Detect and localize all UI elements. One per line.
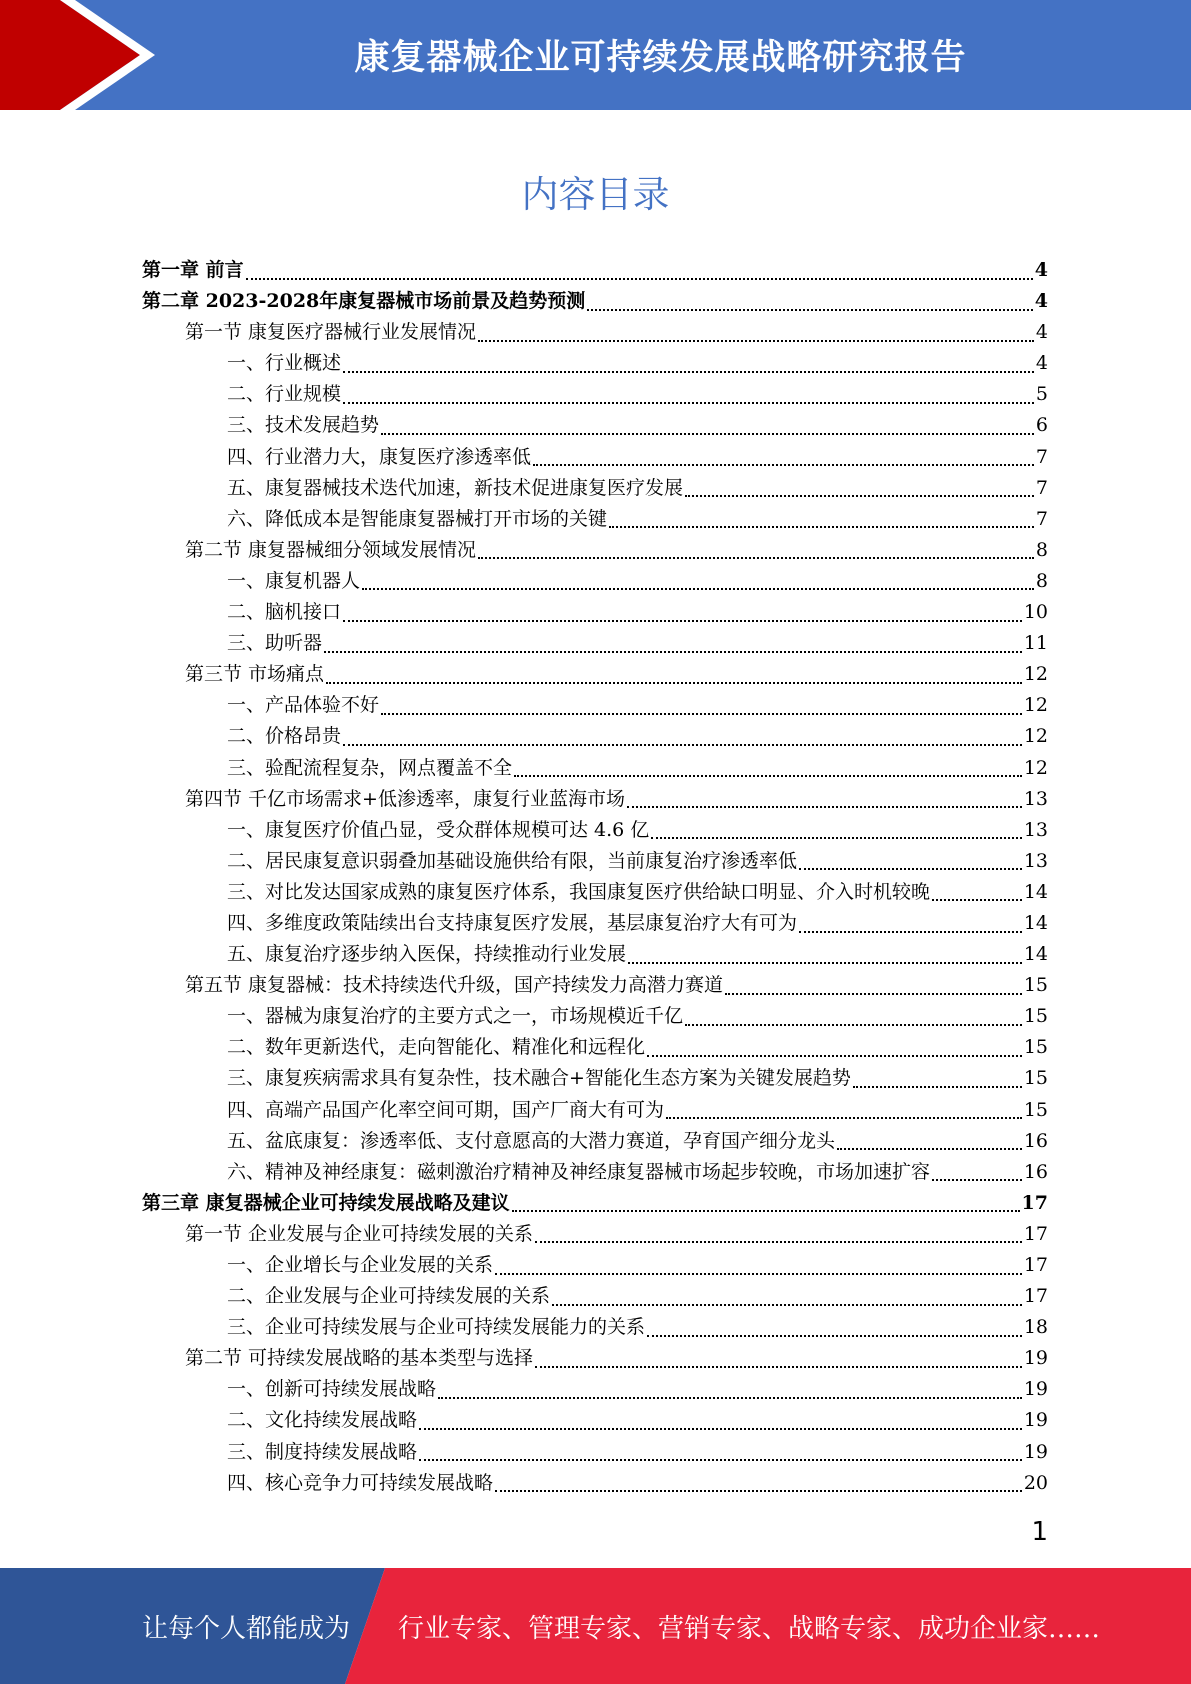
- toc-entry-page: 16: [1023, 1160, 1048, 1183]
- toc-entry-label: 五、盆底康复：渗透率低、支付意愿高的大潜力赛道，孕育国产细分龙头: [227, 1129, 836, 1152]
- toc-leader-dots: [837, 1148, 1022, 1150]
- toc-entry[interactable]: [142, 1281, 1048, 1312]
- toc-entry[interactable]: [142, 1095, 1048, 1126]
- toc-leader-dots: [512, 1210, 1020, 1212]
- toc-entry[interactable]: [142, 566, 1048, 597]
- toc-entry[interactable]: [142, 846, 1048, 877]
- toc-entry[interactable]: [142, 970, 1048, 1001]
- toc-entry-page: 13: [1023, 818, 1048, 841]
- toc-leader-dots: [419, 1428, 1022, 1430]
- toc-entry-page: 17: [1021, 1191, 1048, 1214]
- toc-leader-dots: [587, 309, 1033, 311]
- toc-entry[interactable]: [142, 1468, 1048, 1499]
- toc-entry-page: 19: [1023, 1378, 1048, 1401]
- toc-entry-page: 4: [1035, 321, 1048, 344]
- toc-entry[interactable]: [142, 1126, 1048, 1157]
- toc-entry[interactable]: [142, 908, 1048, 939]
- toc-entry-label: 一、创新可持续发展战略: [227, 1378, 437, 1401]
- toc-leader-dots: [478, 340, 1034, 342]
- toc-entry-page: 12: [1023, 663, 1048, 686]
- toc-entry-page: 7: [1035, 507, 1048, 530]
- toc-entry-label: 四、高端产品国产化率空间可期，国产厂商大有可为: [227, 1098, 665, 1121]
- toc-entry-page: 5: [1035, 383, 1048, 406]
- toc-entry-page: 14: [1023, 911, 1048, 934]
- toc-leader-dots: [438, 1397, 1022, 1399]
- toc-entry-label: 四、核心竞争力可持续发展战略: [227, 1471, 494, 1494]
- toc-entry[interactable]: [142, 690, 1048, 721]
- toc-entry-page: 7: [1035, 476, 1048, 499]
- toc-entry[interactable]: [142, 1188, 1048, 1219]
- toc-leader-dots: [932, 1179, 1022, 1181]
- toc-entry[interactable]: [142, 379, 1048, 410]
- toc-leader-dots: [725, 993, 1022, 995]
- toc-entry-page: 17: [1023, 1222, 1048, 1245]
- toc-entry-label: 一、器械为康复治疗的主要方式之一，市场规模近千亿: [227, 1005, 684, 1028]
- toc-leader-dots: [362, 588, 1034, 590]
- toc-entry-label: 二、脑机接口: [227, 601, 342, 624]
- toc-entry-page: 11: [1023, 632, 1048, 655]
- toc-leader-dots: [495, 1490, 1022, 1492]
- toc-entry-page: 8: [1035, 569, 1048, 592]
- toc-entry-label: 第五节 康复器械：技术持续迭代升级，国产持续发力高潜力赛道: [185, 974, 724, 997]
- toc-entry-page: 4: [1034, 259, 1048, 281]
- toc-entry-label: 三、康复疾病需求具有复杂性，技术融合+智能化生态方案为关键发展趋势: [227, 1067, 851, 1090]
- toc-entry-page: 15: [1023, 1098, 1048, 1121]
- toc-entry-page: 17: [1023, 1254, 1048, 1276]
- header-banner: [0, 0, 1191, 110]
- toc-entry[interactable]: [142, 442, 1048, 473]
- toc-entry-label: 第二章 2023-2028年康复器械市场前景及趋势预测: [142, 290, 586, 313]
- toc-entry[interactable]: [142, 255, 1048, 286]
- toc-entry-page: 19: [1023, 1347, 1048, 1370]
- toc-leader-dots: [495, 1273, 1022, 1275]
- toc-entry-page: 13: [1023, 849, 1048, 872]
- toc-entry-label: 二、数年更新迭代，走向智能化、精准化和远程化: [227, 1036, 646, 1059]
- toc-leader-dots: [685, 1024, 1022, 1026]
- footer-slogan-left: 让每个人都能成为: [142, 1613, 351, 1644]
- toc-entry-label: 一、康复机器人: [227, 569, 361, 592]
- toc-entry[interactable]: [142, 784, 1048, 815]
- toc-entry-page: 10: [1023, 601, 1048, 624]
- toc-entry-page: 14: [1023, 880, 1048, 903]
- toc-entry[interactable]: [142, 504, 1048, 535]
- toc-entry[interactable]: [142, 877, 1048, 908]
- toc-entry-label: 三、助听器: [227, 632, 323, 655]
- toc-entry-page: 12: [1023, 725, 1048, 748]
- toc-leader-dots: [514, 775, 1022, 777]
- toc-entry[interactable]: [142, 815, 1048, 846]
- toc-entry-label: 二、企业发展与企业可持续发展的关系: [227, 1285, 551, 1308]
- toc-entry[interactable]: [142, 1405, 1048, 1436]
- toc-leader-dots: [932, 899, 1022, 901]
- toc-entry[interactable]: [142, 1374, 1048, 1405]
- toc-heading: 内容目录: [521, 173, 670, 216]
- toc-entry[interactable]: [142, 1312, 1048, 1343]
- toc-entry-page: 17: [1023, 1285, 1048, 1308]
- toc-entry-page: 12: [1023, 756, 1048, 779]
- toc-entry-page: 15: [1023, 1005, 1048, 1028]
- toc-entry-page: 15: [1023, 1036, 1048, 1059]
- toc-entry-page: 8: [1035, 538, 1048, 561]
- toc-entry-page: 6: [1035, 414, 1048, 437]
- toc-entry[interactable]: [142, 317, 1048, 348]
- toc-leader-dots: [535, 1366, 1022, 1368]
- toc-entry-page: 13: [1023, 787, 1048, 810]
- toc-entry-label: 二、价格昂贵: [227, 725, 342, 748]
- toc-entry[interactable]: [142, 410, 1048, 441]
- toc-entry-label: 三、对比发达国家成熟的康复医疗体系，我国康复医疗供给缺口明显、介入时机较晚: [227, 880, 931, 903]
- toc-entry-page: 19: [1023, 1409, 1048, 1432]
- toc-entry-label: 三、制度持续发展战略: [227, 1440, 418, 1463]
- toc-leader-dots: [343, 620, 1022, 622]
- toc-entry-label: 第一节 康复医疗器械行业发展情况: [185, 321, 477, 344]
- toc-leader-dots: [685, 495, 1034, 497]
- toc-leader-dots: [343, 744, 1022, 746]
- toc-entry-page: 18: [1023, 1316, 1048, 1339]
- toc-leader-dots: [651, 837, 1022, 839]
- toc-entry-label: 二、行业规模: [227, 383, 342, 406]
- toc-entry-page: 4: [1035, 352, 1048, 375]
- toc-entry[interactable]: [142, 473, 1048, 504]
- toc-entry-label: 一、康复医疗价值凸显，受众群体规模可达 4.6 亿: [227, 818, 650, 841]
- toc-entry-label: 第一节 企业发展与企业可持续发展的关系: [185, 1222, 534, 1245]
- toc-entry-page: 20: [1023, 1471, 1048, 1494]
- toc-entry-label: 第三章 康复器械企业可持续发展战略及建议: [142, 1191, 510, 1214]
- report-title: 康复器械企业可持续发展战略研究报告: [354, 38, 967, 78]
- toc-entry-label: 第二节 康复器械细分领域发展情况: [185, 538, 477, 561]
- toc-entry-page: 15: [1023, 974, 1048, 997]
- toc-entry-label: 三、验配流程复杂，网点覆盖不全: [227, 756, 513, 779]
- toc-entry-label: 第二节 可持续发展战略的基本类型与选择: [185, 1347, 534, 1370]
- toc-entry-page: 19: [1023, 1440, 1048, 1463]
- toc-entry[interactable]: [142, 753, 1048, 784]
- footer-slogan-right: 行业专家、管理专家、营销专家、战略专家、成功企业家……: [398, 1613, 1101, 1644]
- toc-entry-label: 四、行业潜力大，康复医疗渗透率低: [227, 445, 532, 468]
- toc-leader-dots: [326, 682, 1022, 684]
- toc-entry[interactable]: [142, 1343, 1048, 1374]
- toc-entry-label: 五、康复治疗逐步纳入医保，持续推动行业发展: [227, 943, 627, 966]
- toc-leader-dots: [799, 931, 1022, 933]
- toc-entry[interactable]: [142, 1219, 1048, 1250]
- toc-leader-dots: [627, 806, 1022, 808]
- toc-entry-label: 一、行业概述: [227, 352, 342, 375]
- page-number: 1: [1031, 1517, 1048, 1547]
- toc-entry-label: 第三节 市场痛点: [185, 663, 325, 686]
- toc-leader-dots: [647, 1055, 1022, 1057]
- toc-entry[interactable]: [142, 597, 1048, 628]
- toc-entry[interactable]: [142, 1157, 1048, 1188]
- toc-leader-dots: [853, 1086, 1022, 1088]
- toc-entry-page: 14: [1023, 943, 1048, 966]
- toc-entry-label: 二、居民康复意识弱叠加基础设施供给有限，当前康复治疗渗透率低: [227, 849, 798, 872]
- toc-leader-dots: [533, 464, 1034, 466]
- toc-entry-label: 第四节 千亿市场需求+低渗透率，康复行业蓝海市场: [185, 787, 625, 810]
- toc-entry[interactable]: [142, 1032, 1048, 1063]
- toc-entry-page: 7: [1035, 445, 1048, 468]
- toc-leader-dots: [246, 278, 1033, 280]
- toc-leader-dots: [419, 1459, 1022, 1461]
- toc-entry-label: 三、企业可持续发展与企业可持续发展能力的关系: [227, 1316, 646, 1339]
- toc-entry[interactable]: [142, 1250, 1048, 1281]
- toc-entry[interactable]: [142, 939, 1048, 970]
- toc-leader-dots: [799, 868, 1022, 870]
- toc-entry-label: 六、降低成本是智能康复器械打开市场的关键: [227, 507, 608, 530]
- toc-leader-dots: [381, 713, 1022, 715]
- toc-leader-dots: [609, 526, 1034, 528]
- toc-entry-label: 一、企业增长与企业发展的关系: [227, 1254, 494, 1276]
- toc-entry[interactable]: [142, 628, 1048, 659]
- toc-leader-dots: [343, 402, 1034, 404]
- table-of-contents: [142, 255, 1048, 1499]
- toc-entry-label: 六、精神及神经康复：磁刺激治疗精神及神经康复器械市场起步较晚，市场加速扩容: [227, 1160, 931, 1183]
- toc-entry-label: 三、技术发展趋势: [227, 414, 380, 437]
- toc-leader-dots: [343, 371, 1034, 373]
- toc-entry[interactable]: [142, 659, 1048, 690]
- toc-entry[interactable]: [142, 1001, 1048, 1032]
- toc-entry[interactable]: [142, 286, 1048, 317]
- toc-leader-dots: [628, 962, 1022, 964]
- toc-leader-dots: [666, 1117, 1022, 1119]
- toc-entry[interactable]: [142, 348, 1048, 379]
- toc-entry[interactable]: [142, 1437, 1048, 1468]
- toc-entry-label: 第一章 前言: [142, 259, 244, 281]
- toc-entry-label: 二、文化持续发展战略: [227, 1409, 418, 1432]
- toc-leader-dots: [381, 433, 1034, 435]
- toc-entry[interactable]: [142, 721, 1048, 752]
- footer-banner: [0, 1568, 1191, 1684]
- toc-leader-dots: [324, 651, 1022, 653]
- toc-entry[interactable]: [142, 535, 1048, 566]
- toc-entry-page: 12: [1023, 694, 1048, 717]
- toc-entry-page: 4: [1034, 290, 1048, 313]
- toc-leader-dots: [478, 557, 1034, 559]
- toc-entry-label: 五、康复器械技术迭代加速，新技术促进康复医疗发展: [227, 476, 684, 499]
- toc-leader-dots: [552, 1304, 1022, 1306]
- toc-entry[interactable]: [142, 1063, 1048, 1094]
- toc-entry-label: 一、产品体验不好: [227, 694, 380, 717]
- toc-leader-dots: [535, 1241, 1022, 1243]
- toc-entry-page: 16: [1023, 1129, 1048, 1152]
- toc-entry-page: 15: [1023, 1067, 1048, 1090]
- toc-leader-dots: [647, 1335, 1022, 1337]
- toc-entry-label: 四、多维度政策陆续出台支持康复医疗发展，基层康复治疗大有可为: [227, 911, 798, 934]
